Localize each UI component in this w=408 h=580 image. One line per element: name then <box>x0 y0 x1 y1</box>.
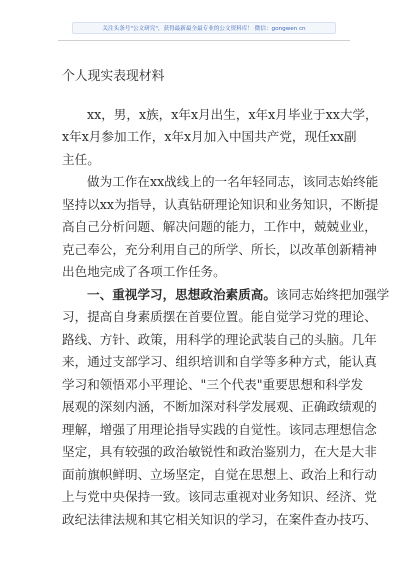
paragraph-line: 出色地完成了各项工作任务。 <box>62 264 226 279</box>
header-banner[interactable] <box>72 22 336 34</box>
paragraph-line: 路线、方针、政策，用科学的理论武装自己的头脑。几年 <box>62 331 377 347</box>
paragraph-line: x年x月参加工作，x年x月加入中国共产党，现任xx副 <box>62 129 357 144</box>
paragraph-line: 坚持以xx为指导，认真钻研理论知识和业务知识，不断提 <box>62 196 379 212</box>
paragraph-line: 政纪法律法规和其它相关知识的学习，在案件查办技巧、 <box>62 511 377 527</box>
paragraph-line: 学习和领悟邓小平理论、"三个代表"重要思想和科学发 <box>62 376 364 392</box>
paragraph-line: 展观的深刻内涵，不断加深对科学发展观、正确政绩观的 <box>62 399 377 414</box>
paragraph-basic-info <box>62 104 378 172</box>
paragraph-line: 理解，增强了用理论指导实践的自觉性。该同志理想信念 <box>62 421 377 437</box>
paragraph-line: 主任。 <box>62 151 100 167</box>
paragraph-line: 来，通过支部学习、组织培训和自学等多种方式，能认真 <box>62 354 377 369</box>
paragraph-line: xx，男，x族，x年x月出生，x年x月毕业于xx大学， <box>87 106 378 122</box>
paragraph-line: 习，提高自身素质摆在首要位置。能自觉学习党的理论、 <box>62 309 377 324</box>
paragraph-overview <box>62 171 379 284</box>
paragraph-line: 坚定，具有较强的政治敏锐性和政治鉴别力，在大是大非 <box>62 444 377 459</box>
paragraph-line: 面前旗帜鲜明、立场坚定，自觉在思想上、政治上和行动 <box>62 466 377 482</box>
paragraph-line: 高自己分析问题、解决问题的能力，工作中，兢兢业业， <box>62 219 377 234</box>
paragraph-line-text: 该同志始终把加强学 <box>275 286 390 302</box>
paragraph-line: 做为工作在xx战线上的一名年轻同志，该同志始终能 <box>87 174 379 189</box>
paragraph-line-with-heading <box>62 284 390 307</box>
paragraph-line: 上与党中央保持一致。该同志重视对业务知识、经济、党 <box>62 489 377 504</box>
header-divider <box>58 40 350 41</box>
document-title: 个人现实表现材料 <box>62 69 165 84</box>
paragraph-section-one <box>62 284 390 532</box>
document-body <box>62 66 390 531</box>
section-heading: 一、重视学习，思想政治素质高。 <box>87 286 276 302</box>
paragraph-line: 克己奉公，充分利用自己的所学、所长，以改革创新精神 <box>62 241 377 257</box>
banner-text: 关注头条号"公文研究"，获得最新最全最专业的公文资料库！ 微信：gongwen cn <box>102 26 306 32</box>
